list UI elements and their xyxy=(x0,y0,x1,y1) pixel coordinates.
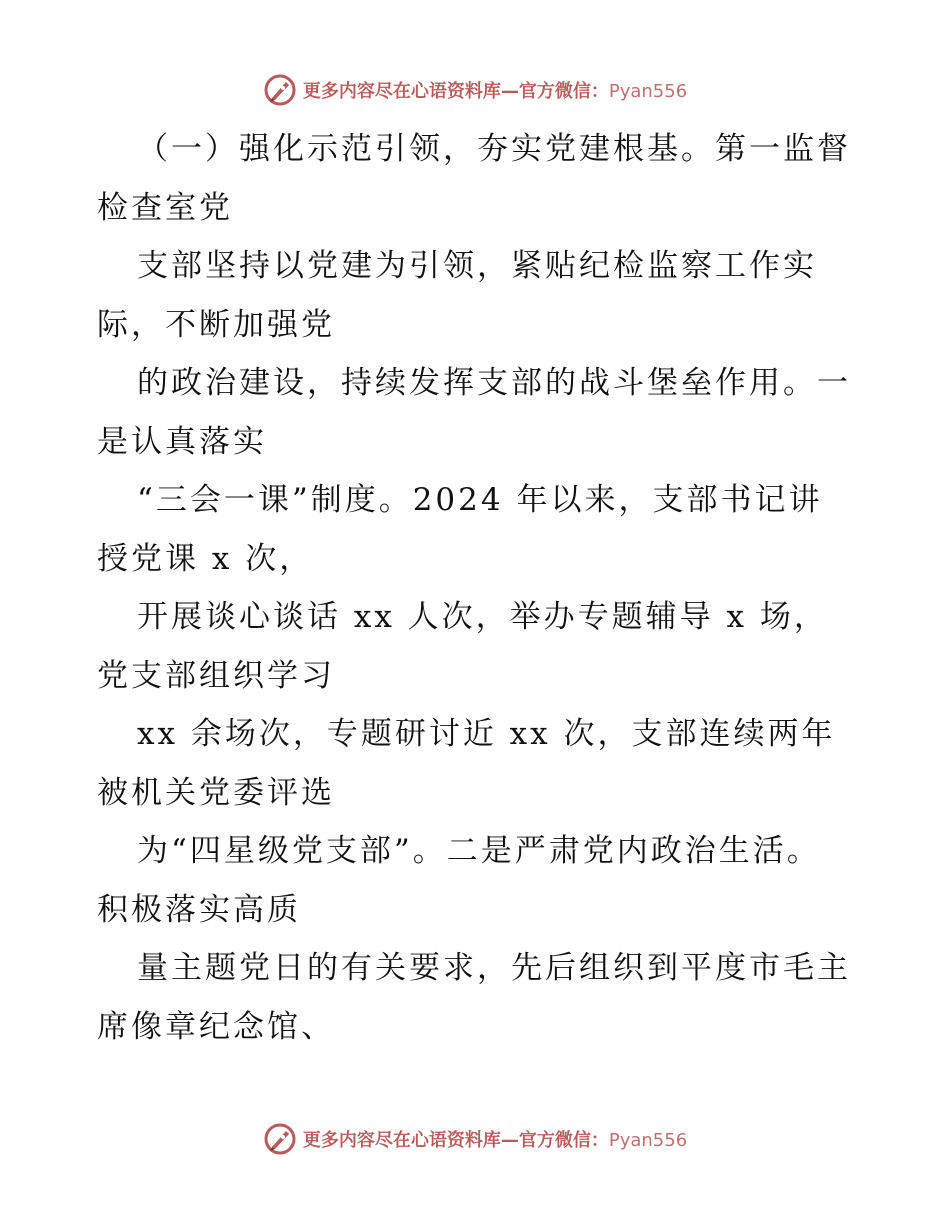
text-line: （一）强化示范引领，夯实党建根基。第一监督 xyxy=(137,131,851,167)
header-banner-text: 更多内容尽在心语资料库—官方微信：Pyan556 xyxy=(302,81,688,102)
text-line: “三会一课”制度。2024 年以来，支部书记讲 xyxy=(137,482,823,518)
footer-banner xyxy=(0,1119,950,1159)
text-line: 席像章纪念馆、 xyxy=(97,1008,335,1045)
text-line: 支部坚持以党建为引领，紧贴纪检监察工作实 xyxy=(137,248,817,284)
text-line: 是认真落实 xyxy=(97,423,267,460)
text-line: 检查室党 xyxy=(97,189,233,226)
text-line: 际，不断加强党 xyxy=(97,306,335,343)
header-banner xyxy=(0,70,950,110)
text-line: 量主题党日的有关要求，先后组织到平度市毛主 xyxy=(137,950,851,986)
header-wechat-id: Pyan556 xyxy=(608,81,688,102)
quill-pen-logo-icon xyxy=(263,1122,297,1156)
text-line: 被机关党委评选 xyxy=(97,774,335,811)
footer-wechat-id: Pyan556 xyxy=(608,1130,688,1151)
footer-banner-text: 更多内容尽在心语资料库—官方微信：Pyan556 xyxy=(302,1130,688,1151)
text-line: 党支部组织学习 xyxy=(97,657,335,694)
text-line: 为“四星级党支部”。二是严肃党内政治生活。 xyxy=(137,833,821,869)
document-body xyxy=(97,120,857,1056)
text-line: xx 余场次，专题研讨近 xx 次，支部连续两年 xyxy=(137,716,836,752)
text-line: 开展谈心谈话 xx 人次，举办专题辅导 x 场， xyxy=(137,599,828,635)
text-line: 积极落实高质 xyxy=(97,891,301,928)
text-line: 的政治建设，持续发挥支部的战斗堡垒作用。一 xyxy=(137,365,851,401)
text-line: 授党课 x 次， xyxy=(97,540,314,577)
quill-pen-logo-icon xyxy=(263,73,297,107)
